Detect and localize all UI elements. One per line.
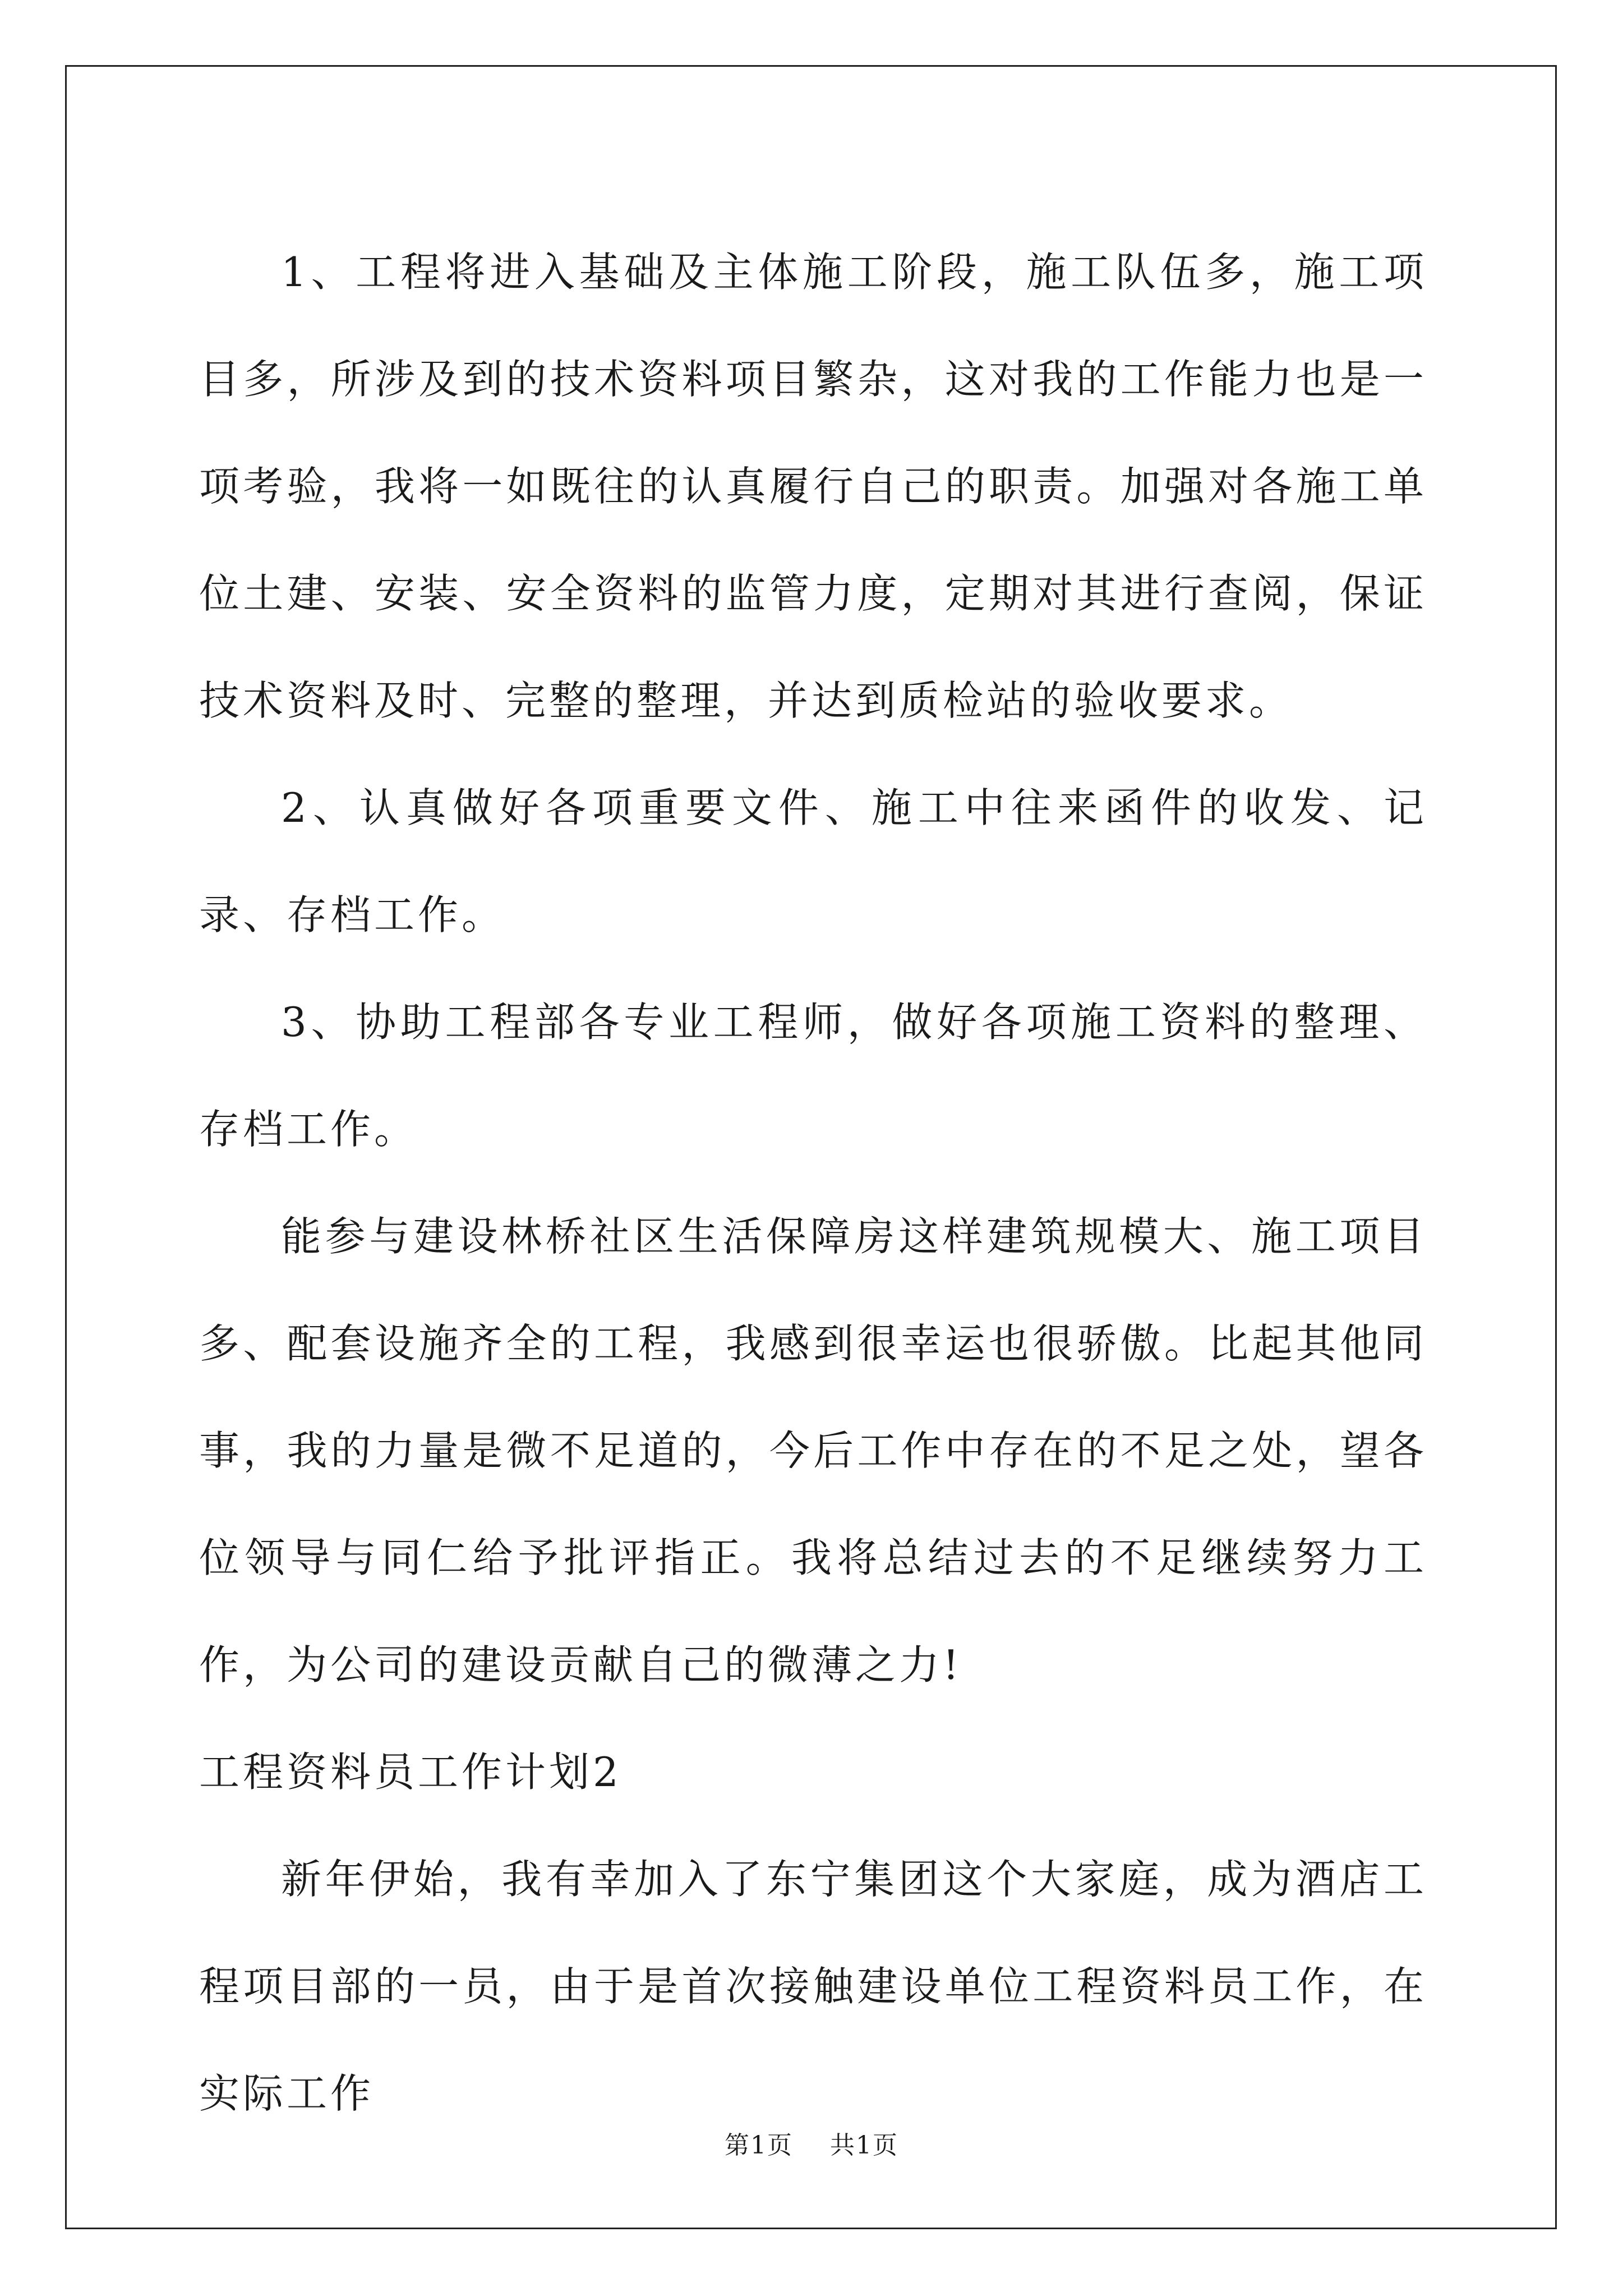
page-footer — [0, 2125, 1623, 2161]
paragraph-5: 新年伊始，我有幸加入了东宁集团这个大家庭，成为酒店工程项目部的一员，由于是首次接触建设单位工程资料员工作，在实际工作 — [199, 1856, 1427, 2117]
paragraph-1: 1、工程将进入基础及主体施工阶段，施工队伍多，施工项目多，所涉及到的技术资料项目繁杂，这对我的工作能力也是一项考验，我将一如既往的认真履行自己的职责。加强对各施工单位土建、安装、安全资料的监管力度，定期对其进行查阅，保证技术资料及时、完整的整理，并达到质检站的验收要求。 — [199, 249, 1427, 724]
page-number-current: 第1页 — [725, 2131, 793, 2160]
paragraph-4: 能参与建设林桥社区生活保障房这样建筑规模大、施工项目多、配套设施齐全的工程，我感到很幸运也很骄傲。比起其他同事，我的力量是微不足道的，今后工作中存在的不足之处，望各位领导与同仁给予批评指正。我将总结过去的不足继续努力工作，为公司的建设贡献自己的微薄之力! — [199, 1213, 1427, 1688]
document-body — [199, 219, 1427, 2147]
page-number-total: 共1页 — [830, 2131, 898, 2160]
section-heading: 工程资料员工作计划2 — [199, 1749, 622, 1796]
paragraph-2: 2、认真做好各项重要文件、施工中往来函件的收发、记录、存档工作。 — [199, 784, 1427, 938]
paragraph-3: 3、协助工程部各专业工程师，做好各项施工资料的整理、存档工作。 — [199, 999, 1427, 1153]
